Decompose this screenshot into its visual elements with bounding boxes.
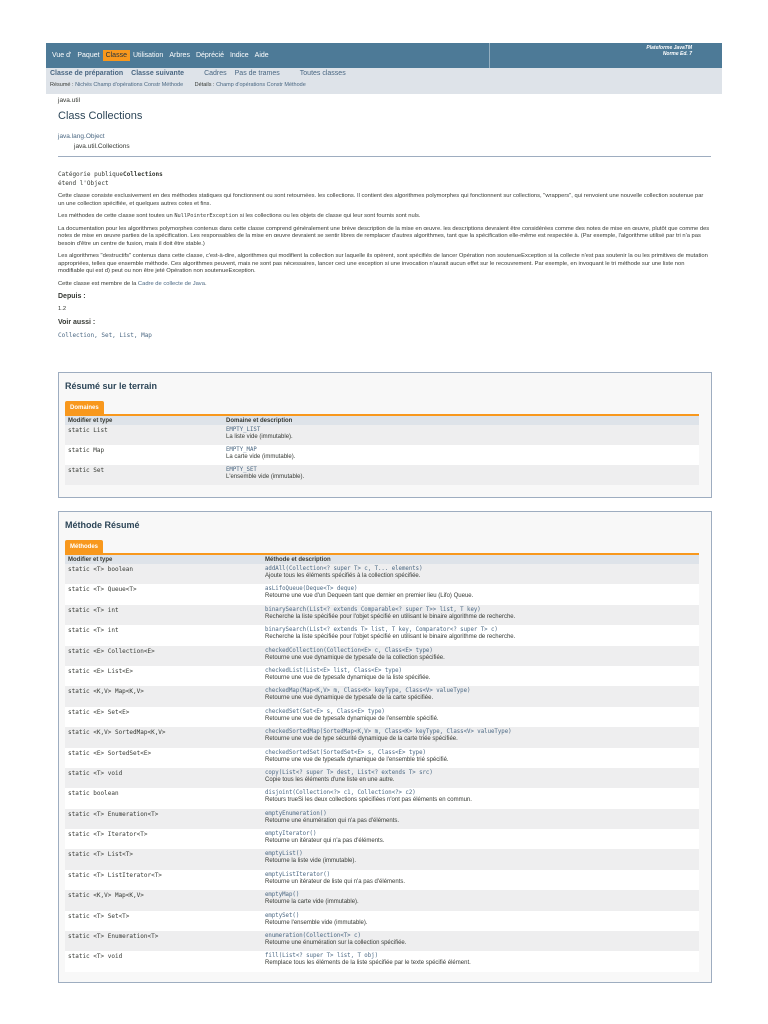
method-row: [65, 849, 699, 869]
desc-paragraph-4: Les algorithmes "destructifs" contenus dans cette classe, c'est-à-dire, algorithmes qui modifient la collection sur laquelle ils opèrent, sont spécifiés de lancer Opération non soutenueException si la collecte n'est pas soutenir la ou les primitives de mutation appropriées, telles que ensemble méthode. Ces algorithmes peuvent, mais ne sont pas nécessaires, lancer ceci une exception si une invocation n'aurait aucun effet sur le recouvrement. Par exemple, en invoquant le tri méthode sur une liste non modifiable qui est d) peut ou non être jeté Opération non soutenueException.: [58, 253, 708, 274]
nav-use[interactable]: Utilisation: [132, 52, 164, 59]
field-name-link[interactable]: EMPTY_MAP: [226, 447, 257, 453]
method-description: Retourne une vue de typesafe dynamique de l'ensemble trié spécifié.: [265, 756, 449, 763]
method-description: Retourne un itérateur de liste qui n'a pas d'éléments.: [265, 878, 406, 885]
method-type: static <E> SortedSet<E>: [68, 749, 152, 757]
field-name-link[interactable]: EMPTY_SET: [226, 467, 257, 473]
platform-label: [490, 43, 722, 68]
method-table: [65, 553, 699, 972]
method-description: Retourne une énumération sur la collection spécifiée.: [265, 940, 407, 947]
class-declaration: [58, 170, 163, 188]
page-title: Class Collections: [58, 110, 143, 122]
method-cell: [265, 686, 470, 706]
method-description: Copie tous les éléments d'une liste en une autre.: [265, 776, 395, 783]
method-signature-link[interactable]: emptyMap(): [265, 892, 300, 899]
method-cell: [265, 931, 406, 951]
top-navbar: [46, 43, 722, 68]
method-description: Retourne une énumération qui n'a pas d'éléments.: [265, 817, 400, 824]
method-cell: [265, 870, 405, 890]
method-row: [65, 646, 699, 666]
field-description: La carte vide (immutable).: [226, 454, 296, 460]
field-summary-heading: Résumé sur le terrain: [65, 381, 158, 391]
nav-help[interactable]: Aide: [254, 52, 269, 59]
field-description: La liste vide (immutable).: [226, 434, 293, 440]
method-cell: [265, 666, 430, 686]
desc-paragraph-1: Cette classe consiste exclusivement en des méthodes statiques qui fonctionnent ou sont retournées. les collections. Il contient des algorithmes polymorphes qui fonctionnent sur collections, "wrappers", qui renvoient une nouvelle collection soutenue par un une collection spécifiée, et quelques autres cotes et fins.: [58, 193, 704, 207]
method-row: [65, 788, 699, 808]
method-description: Ajoute tous les éléments spécifiés à la collection spécifiée.: [265, 573, 421, 579]
summary-label: Résumé :: [50, 82, 74, 88]
nav-class: Classe: [103, 50, 130, 61]
method-signature-link[interactable]: binarySearch(List<? extends Comparable<? super T>> list, T key): [265, 606, 481, 613]
method-type: static <T> Enumeration<T>: [68, 810, 159, 818]
method-signature-link[interactable]: checkedSortedSet(SortedSet<E> s, Class<E> type): [265, 749, 426, 756]
method-row: [65, 686, 699, 706]
nav-overview[interactable]: Vue d': [52, 52, 72, 59]
method-description: Retourne une vue de typesafe dynamique de la liste spécifiée.: [265, 674, 431, 681]
method-type: static <T> int: [68, 606, 119, 614]
next-class-link[interactable]: Classe suivante: [131, 70, 185, 77]
method-description: Recherche la liste spécifiée pour l'objet spécifié en utilisant le binaire algorithme de recherche.: [265, 634, 516, 641]
method-cell: [265, 707, 439, 727]
see-also-label: Voir aussi :: [58, 319, 96, 326]
method-signature-link[interactable]: checkedMap(Map<K,V> m, Class<K> keyType, Class<V> valueType): [265, 688, 471, 695]
decl-extends: étend l'Object: [58, 180, 109, 187]
method-cell: [265, 788, 472, 808]
method-type: static <T> List<T>: [68, 851, 134, 859]
method-signature-link[interactable]: checkedSortedMap(SortedMap<K,V> m, Class<K> keyType, Class<V> valueType): [265, 729, 512, 736]
col-modifier: Modifier et type: [68, 417, 113, 424]
prev-class-link[interactable]: Classe de préparation: [50, 70, 124, 77]
method-signature-link[interactable]: fill(List<? super T> list, T obj): [265, 953, 378, 960]
method-cell: [265, 584, 473, 604]
nav-tree[interactable]: Arbres: [169, 52, 190, 59]
top-nav-links: [46, 43, 490, 68]
field-cell: [226, 425, 293, 445]
method-row: [65, 605, 699, 625]
field-name-link[interactable]: EMPTY_LIST: [226, 427, 261, 433]
method-row: [65, 666, 699, 686]
method-description: Recherche la liste spécifiée pour l'objet spécifié en utilisant le binaire algorithme de recherche.: [265, 613, 516, 620]
method-cell: [265, 748, 449, 768]
method-type: static <T> void: [68, 769, 123, 777]
desc-paragraph-2: Les méthodes de cette classe sont toutes un NullPointerException si les collections ou les objets de classe qui leur sont fournis sont nuls.: [58, 213, 421, 219]
field-type: static List: [68, 427, 108, 434]
method-row: [65, 870, 699, 890]
field-type: static Set: [68, 467, 105, 474]
method-signature-link[interactable]: copy(List<? super T> dest, List<? extends T> src): [265, 769, 433, 776]
method-type: static <T> ListIterator<T>: [68, 871, 162, 879]
method-description: Retourne une vue d'un Dequeen tant que dernier en premier lieu (Lifo) Queue.: [265, 593, 474, 600]
field-row: [65, 465, 699, 485]
detail-links[interactable]: Champ d'opérations Constr Méthode: [216, 82, 306, 88]
method-description: Retourne la liste vide (immutable).: [265, 858, 357, 865]
method-cell: [265, 911, 368, 931]
method-row: [65, 931, 699, 951]
divider: [58, 156, 711, 157]
all-classes-link[interactable]: Toutes classes: [299, 70, 346, 77]
method-type: static <T> int: [68, 627, 119, 635]
method-description: Retourne l'ensemble vide (immutable).: [265, 919, 368, 926]
method-description: Retours trueSi les deux collections spécifiées n'ont pas éléments en commun.: [265, 797, 472, 804]
nav-package[interactable]: Paquet: [77, 52, 100, 59]
method-cell: [265, 768, 433, 788]
method-type: static <T> void: [68, 953, 123, 961]
method-cell: [265, 951, 471, 971]
package-name: java.util: [58, 97, 81, 104]
summary-detail-links: [50, 82, 306, 88]
see-also-links[interactable]: Collection, Set, List, Map: [58, 331, 152, 339]
method-type: static <T> boolean: [68, 566, 134, 573]
methods-tab[interactable]: Méthodes: [65, 540, 103, 553]
method-signature-link[interactable]: binarySearch(List<? extends T> list, T key, Comparator<? super T> c): [265, 627, 498, 634]
method-signature-link[interactable]: emptyEnumeration(): [265, 810, 327, 817]
field-table-header: [65, 416, 699, 425]
method-row: [65, 707, 699, 727]
method-row: [65, 727, 699, 747]
method-type: static <E> Set<E>: [68, 708, 130, 716]
method-type: static <T> Set<T>: [68, 912, 130, 920]
method-cell: [265, 809, 399, 829]
method-type: static <T> Enumeration<T>: [68, 933, 159, 941]
nav-deprecated[interactable]: Déprécié: [195, 52, 224, 59]
field-summary-section: [58, 372, 712, 498]
class-description: [58, 193, 711, 344]
method-row: [65, 951, 699, 971]
desc-paragraph-5: Cette classe est membre de la Cadre de collecte de Java.: [58, 280, 207, 287]
method-row: [65, 625, 699, 645]
method-type: static <K,V> SortedMap<K,V>: [68, 729, 166, 737]
method-description: Retourne une vue dynamique de typesafe de la collection spécifiée.: [265, 654, 445, 661]
method-cell: [265, 625, 515, 645]
inheritance-child: java.util.Collections: [74, 143, 130, 150]
method-signature-link[interactable]: emptySet(): [265, 912, 300, 919]
method-row: [65, 564, 699, 584]
method-description: Retourne un itérateur qui n'a pas d'éléments.: [265, 838, 385, 845]
since-value: 1.2: [58, 305, 67, 312]
method-row: [65, 584, 699, 604]
method-type: static <T> Queue<T>: [68, 586, 137, 594]
decl-classname: Collections: [123, 171, 163, 178]
field-row: [65, 425, 699, 445]
field-cell: [226, 465, 304, 485]
detail-label: Détails :: [194, 82, 215, 88]
method-signature-link[interactable]: enumeration(Collection<T> c): [265, 933, 361, 940]
method-row: [65, 890, 699, 910]
fields-tab[interactable]: Domaines: [65, 401, 104, 414]
platform-line1: Plateforme JavaTM: [646, 45, 692, 51]
frames-link[interactable]: Cadres: [204, 70, 227, 77]
platform-line2: Norme Ed. 7: [662, 51, 692, 57]
method-signature-link[interactable]: checkedSet(Set<E> s, Class<E> type): [265, 708, 385, 715]
method-summary-section: [58, 511, 712, 983]
method-signature-link[interactable]: emptyList(): [265, 851, 303, 858]
col-method: Méthode et description: [265, 556, 331, 563]
field-cell: [226, 445, 295, 465]
method-type: static <T> Iterator<T>: [68, 831, 148, 839]
method-type: static <E> Collection<E>: [68, 647, 155, 655]
method-description: Retourne la carte vide (immutable).: [265, 899, 359, 906]
inheritance-parent-link[interactable]: java.lang.Object: [58, 133, 105, 140]
method-signature-link[interactable]: checkedList(List<E> list, Class<E> type): [265, 667, 402, 674]
method-row: [65, 829, 699, 849]
method-signature-link[interactable]: checkedCollection(Collection<E> c, Class<E> type): [265, 647, 433, 654]
method-cell: [265, 849, 356, 869]
field-table: [65, 414, 699, 485]
method-signature-link[interactable]: addAll(Collection<? super T> c, T... elements): [265, 566, 423, 572]
method-type: static <K,V> Map<K,V>: [68, 688, 144, 696]
method-signature-link[interactable]: emptyListIterator(): [265, 871, 331, 878]
method-type: static <K,V> Map<K,V>: [68, 892, 144, 900]
method-row: [65, 911, 699, 931]
method-type: static boolean: [68, 790, 119, 798]
npe-code: NullPointerException: [174, 213, 239, 219]
desc-paragraph-3: La documentation pour les algorithmes polymorphes contenus dans cette classe comprend généralement une brève description de la mise en œuvre. les descriptions devraient être considérées comme des notes de mise en œuvre, plutôt que comme des notes de mise en œuvre parties de la spécification. Les responsables de la mise en œuvre devraient se sentir libres de remplacer d'autres algorithmes, tant que la spécification elle-même est respectée à. (Par exemple, l'algorithme utilisé par tri n'a pas besoin d'être un centre de fusion, mais il doit être stable.): [58, 225, 710, 247]
summary-links[interactable]: Nichés Champ d'opérations Constr Méthode: [75, 82, 184, 88]
method-description: Remplace tous les éléments de la liste spécifiée par le texte spécifié élément.: [265, 960, 471, 967]
method-cell: [265, 564, 423, 584]
method-cell: [265, 605, 515, 625]
method-cell: [265, 727, 512, 747]
method-description: Retourne une vue de typesafe dynamique de l'ensemble spécifié.: [265, 715, 439, 722]
method-signature-link[interactable]: asLifoQueue(Deque<T> deque): [265, 586, 358, 593]
col-field: Domaine et description: [226, 417, 293, 424]
sub-navbar: [46, 68, 722, 94]
method-description: Retourne une vue dynamique de typesafe de la carte spécifiée.: [265, 695, 434, 702]
nav-index[interactable]: Indice: [229, 52, 249, 59]
method-cell: [265, 646, 445, 666]
collections-framework-link[interactable]: Cadre de collecte de Java: [137, 280, 205, 287]
method-row: [65, 748, 699, 768]
method-table-header: [65, 555, 699, 564]
noframes-link[interactable]: Pas de trames: [234, 70, 280, 77]
method-cell: [265, 890, 359, 910]
method-signature-link[interactable]: disjoint(Collection<?> c1, Collection<?> c2): [265, 790, 416, 797]
method-cell: [265, 829, 384, 849]
col-modifier: Modifier et type: [68, 556, 113, 563]
method-type: static <E> List<E>: [68, 667, 134, 675]
method-summary-heading: Méthode Résumé: [65, 520, 140, 530]
since-label: Depuis :: [58, 293, 86, 300]
method-row: [65, 809, 699, 829]
field-type: static Map: [68, 447, 105, 454]
method-description: Retourne une vue de type sécurité dynamique de la carte triée spécifiée.: [265, 736, 458, 743]
decl-modifier: Catégorie publique: [58, 171, 124, 178]
method-signature-link[interactable]: emptyIterator(): [265, 831, 317, 838]
method-row: [65, 768, 699, 788]
field-row: [65, 445, 699, 465]
field-description: L'ensemble vide (immutable).: [226, 474, 305, 480]
